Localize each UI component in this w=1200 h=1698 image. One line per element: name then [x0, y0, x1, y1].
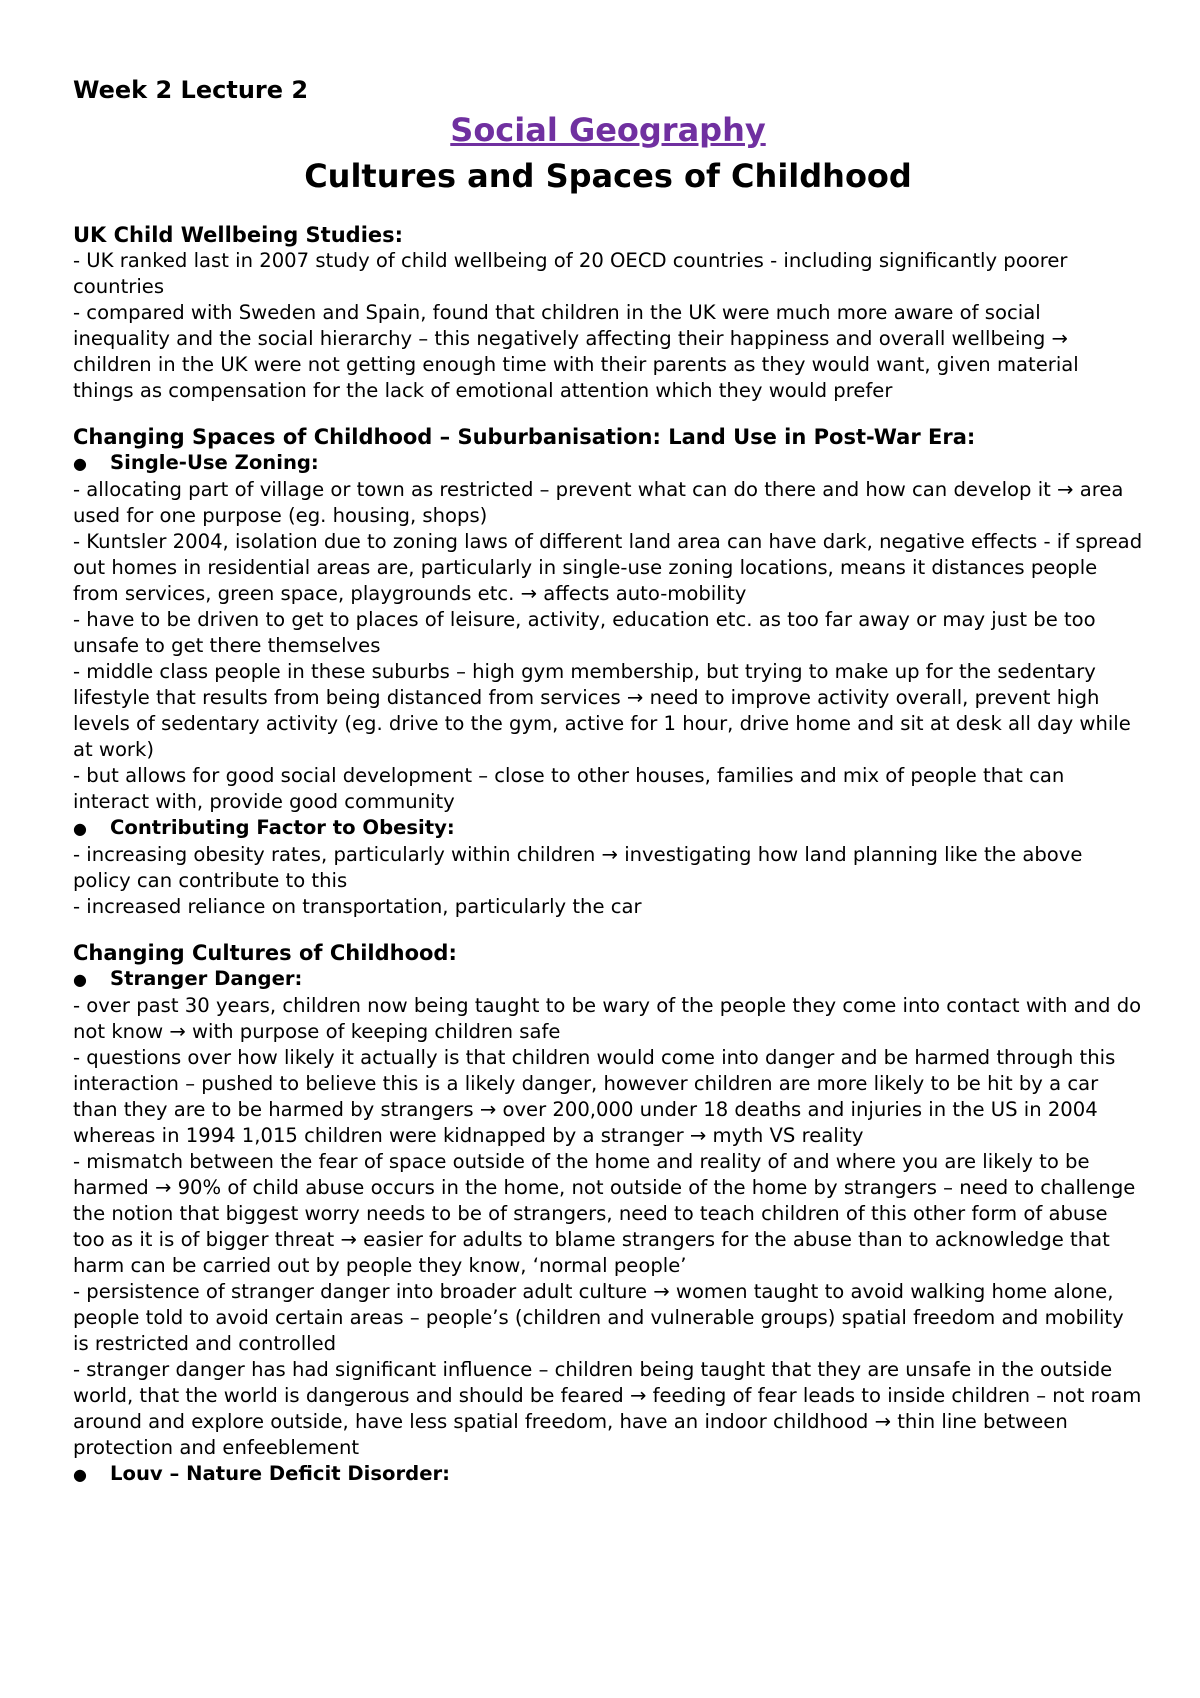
paragraph: - UK ranked last in 2007 study of child wellbeing of 20 OECD countries - including significantly poorer countries — [73, 249, 1068, 298]
bullet-label: Louv – Nature Deficit Disorder: — [110, 1462, 450, 1485]
paragraph: - mismatch between the fear of space outside of the home and reality of and where you are likely to be harmed → 90% of child abuse occurs in the home, not outside of the home by strangers – need to challenge the notion that biggest worry needs to be of strangers, need to teach children of this other form of abuse too as it is of bigger threat → easier for adults to blame strangers for the abuse than to acknowledge that harm can be carried out by people they know, ‘normal people’ — [73, 1150, 1136, 1277]
paragraph: - increasing obesity rates, particularly within children → investigating how land planning like the above policy can contribute to this — [73, 843, 1083, 892]
paragraph: - over past 30 years, children now being taught to be wary of the people they come into contact with and do not know → with purpose of keeping children safe — [73, 994, 1142, 1043]
section-heading: Changing Cultures of Childhood: — [73, 941, 457, 965]
bullet-item — [73, 815, 1143, 842]
document-page — [73, 72, 1143, 1508]
subject-title: Social Geography — [450, 111, 766, 149]
paragraph: - middle class people in these suburbs – high gym membership, but trying to make up for the sedentary lifestyle that results from being distanced from services → need to improve activity overall, prevent high levels of sedentary activity (eg. drive to the gym, active for 1 hour, drive home and sit at desk all day while at work) — [73, 660, 1131, 761]
lecture-label: Week 2 Lecture 2 — [73, 76, 309, 104]
bullet-icon: ● — [73, 819, 87, 838]
paragraph: - persistence of stranger danger into broader adult culture → women taught to avoid walking home alone, people told to avoid certain areas – people’s (children and vulnerable groups) spatial freedom and mobility is restricted and controlled — [73, 1280, 1124, 1355]
bullet-item — [73, 450, 1143, 477]
section-uk-wellbeing — [73, 222, 1143, 404]
section-heading: Changing Spaces of Childhood – Suburbanisation: Land Use in Post-War Era: — [73, 425, 976, 449]
paragraph: - increased reliance on transportation, particularly the car — [73, 895, 642, 918]
paragraph: - compared with Sweden and Spain, found that children in the UK were much more aware of social inequality and the social hierarchy – this negatively affecting their happiness and overall wellbeing → children in the UK were not getting enough time with their parents as they would want, given material things as compensation for the lack of emotional attention which they would prefer — [73, 301, 1079, 402]
bullet-icon: ● — [73, 454, 87, 473]
section-changing-cultures — [73, 940, 1143, 1488]
paragraph: - allocating part of village or town as restricted – prevent what can do there and how can develop it → area used for one purpose (eg. housing, shops) — [73, 478, 1124, 527]
paragraph: - questions over how likely it actually is that children would come into danger and be harmed through this interaction – pushed to believe this is a likely danger, however children are more likely to be hit by a car than they are to be harmed by strangers → over 200,000 under 18 deaths and injuries in the US in 2004 whereas in 1994 1,015 children were kidnapped by a stranger → myth VS reality — [73, 1046, 1116, 1147]
paragraph: - stranger danger has had significant influence – children being taught that they are unsafe in the outside world, that the world is dangerous and should be feared → feeding of fear leads to inside children – not roam around and explore outside, have less spatial freedom, have an indoor childhood → thin line between protection and enfeeblement — [73, 1358, 1142, 1459]
paragraph: - but allows for good social development – close to other houses, families and mix of people that can interact with, provide good community — [73, 764, 1065, 813]
bullet-item — [73, 1461, 1143, 1488]
bullet-icon: ● — [73, 1465, 87, 1484]
bullet-item — [73, 966, 1143, 993]
section-changing-spaces — [73, 424, 1143, 920]
section-heading: UK Child Wellbeing Studies: — [73, 223, 404, 247]
paragraph: - have to be driven to get to places of leisure, activity, education etc. as too far away or may just be too unsafe to get there themselves — [73, 608, 1096, 657]
paragraph: - Kuntsler 2004, isolation due to zoning laws of different land area can have dark, negative effects - if spread out homes in residential areas are, particularly in single-use zoning locations, means it distances people from services, green space, playgrounds etc. → affects auto-mobility — [73, 530, 1143, 605]
bullet-icon: ● — [73, 970, 87, 989]
bullet-label: Single-Use Zoning: — [110, 451, 319, 474]
page-title: Cultures and Spaces of Childhood — [304, 157, 912, 195]
bullet-label: Contributing Factor to Obesity: — [110, 816, 455, 839]
bullet-label: Stranger Danger: — [110, 967, 303, 990]
